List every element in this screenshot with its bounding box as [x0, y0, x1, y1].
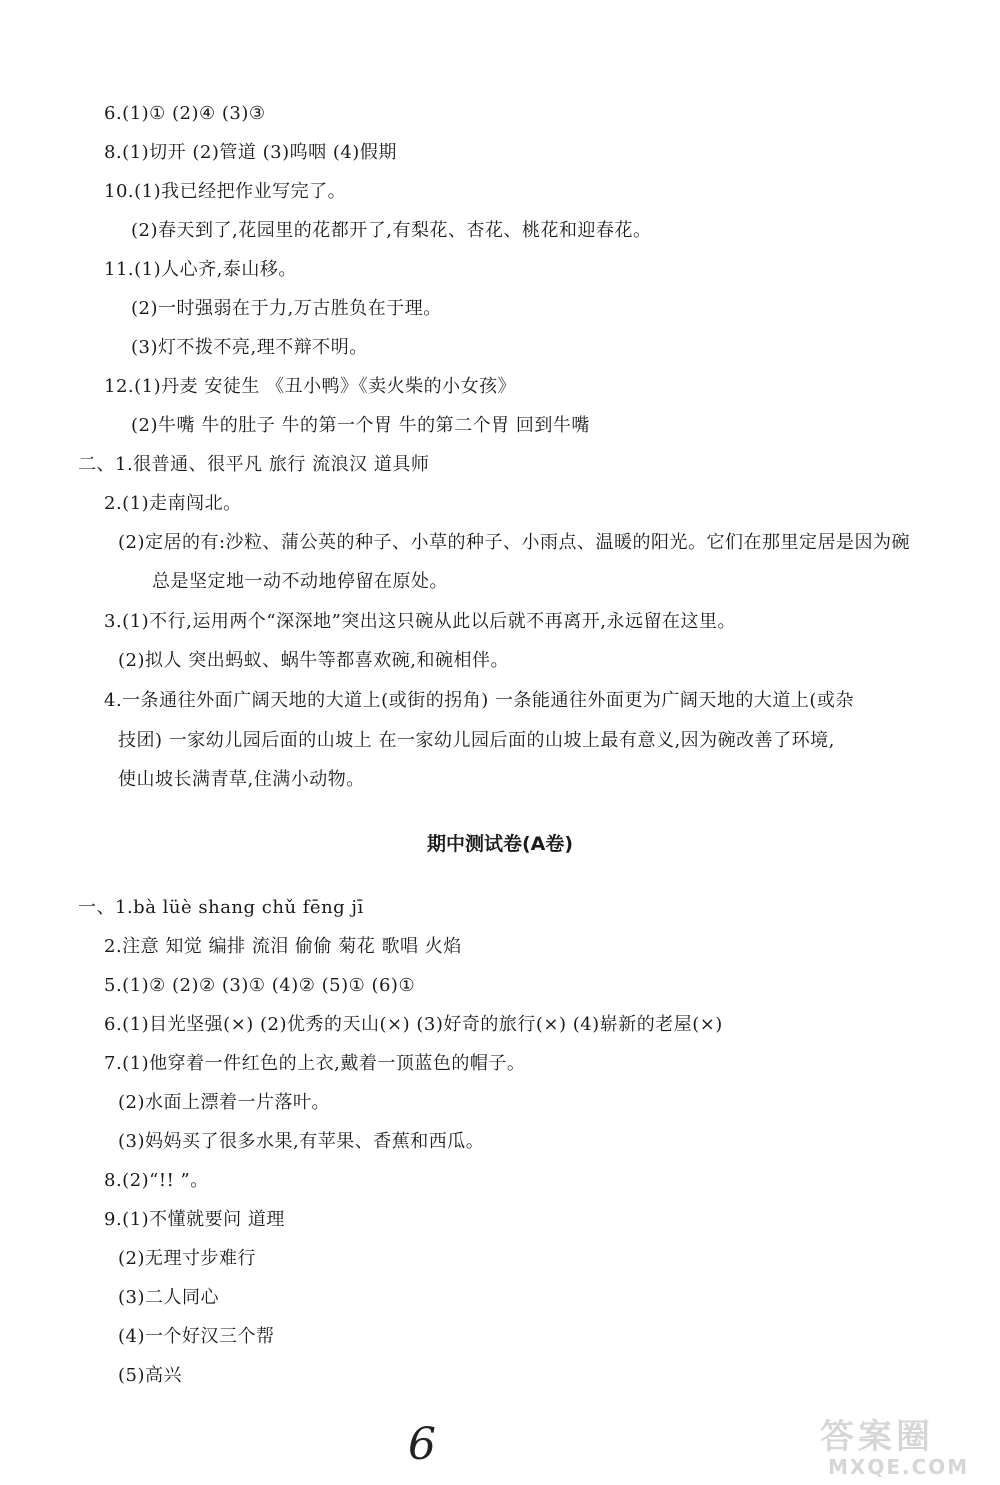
answer-line: (2)牛嘴 牛的肚子 牛的第一个胃 牛的第二个胃 回到牛嘴: [131, 415, 590, 436]
answer-line: (5)高兴: [118, 1365, 182, 1386]
answer-line: 3.(1)不行,运用两个“深深地”突出这只碗从此以后就不再离开,永远留在这里。: [104, 611, 737, 632]
answer-line: (3)妈妈买了很多水果,有苹果、香蕉和西瓜。: [118, 1131, 485, 1152]
answer-line: 7.(1)他穿着一件红色的上衣,戴着一顶蓝色的帽子。: [104, 1053, 526, 1074]
answer-line: 技团) 一家幼儿园后面的山坡上 在一家幼儿园后面的山坡上最有意义,因为碗改善了环境,: [118, 730, 835, 751]
watermark-sub: MXQE.COM: [828, 1455, 970, 1479]
answer-line: (2)一时强弱在于力,万古胜负在于理。: [131, 298, 442, 319]
page-number: 6: [408, 1419, 436, 1470]
answer-line: (3)灯不拨不亮,理不辩不明。: [131, 337, 368, 358]
answer-line: 一、1.bà lüè shang chǔ fēng jī: [78, 897, 364, 918]
section-title: 期中测试卷(A卷): [426, 833, 574, 855]
answer-line: (2)无理寸步难行: [118, 1248, 256, 1269]
answer-line: (3)二人同心: [118, 1287, 219, 1308]
answer-line: 4.一条通往外面广阔天地的大道上(或街的拐角) 一条能通往外面更为广阔天地的大道上(或杂: [104, 690, 854, 711]
answer-line: (2)春天到了,花园里的花都开了,有梨花、杏花、桃花和迎春花。: [131, 220, 652, 241]
answer-line: 6.(1)① (2)④ (3)③: [104, 103, 266, 124]
answer-line: 6.(1)目光坚强(×) (2)优秀的天山(×) (3)好奇的旅行(×) (4)崭新的老屋(×): [104, 1014, 723, 1035]
answer-line: (2)拟人 突出蚂蚁、蜗牛等都喜欢碗,和碗相伴。: [118, 650, 509, 671]
answer-line: 10.(1)我已经把作业写完了。: [104, 181, 347, 202]
answer-line: 11.(1)人心齐,泰山移。: [104, 259, 297, 280]
answer-line: 总是坚定地一动不动地停留在原处。: [152, 571, 448, 592]
answer-line: 5.(1)② (2)② (3)① (4)② (5)① (6)①: [104, 975, 416, 996]
answer-line: 使山坡长满青草,住满小动物。: [118, 769, 365, 790]
watermark-main: 答案圈: [820, 1417, 934, 1457]
answer-line: 8.(2)“!! ”。: [104, 1170, 209, 1191]
answer-line: 2.注意 知觉 编排 流泪 偷偷 菊花 歌唱 火焰: [104, 936, 462, 957]
answer-line: 8.(1)切开 (2)管道 (3)呜咽 (4)假期: [104, 142, 397, 163]
answer-line: 12.(1)丹麦 安徒生 《丑小鸭》《卖火柴的小女孩》: [104, 376, 517, 397]
answer-line: 9.(1)不懂就要问 道理: [104, 1209, 285, 1230]
answer-line: (2)水面上漂着一片落叶。: [118, 1092, 330, 1113]
answer-line: 二、1.很普通、很平凡 旅行 流浪汉 道具师: [78, 454, 430, 475]
answer-line: (4)一个好汉三个帮: [118, 1326, 275, 1347]
answer-line: (2)定居的有:沙粒、蒲公英的种子、小草的种子、小雨点、温暖的阳光。它们在那里定居是因为碗: [118, 532, 911, 553]
watermark: [820, 1418, 990, 1480]
answer-line: 2.(1)走南闯北。: [104, 493, 242, 514]
